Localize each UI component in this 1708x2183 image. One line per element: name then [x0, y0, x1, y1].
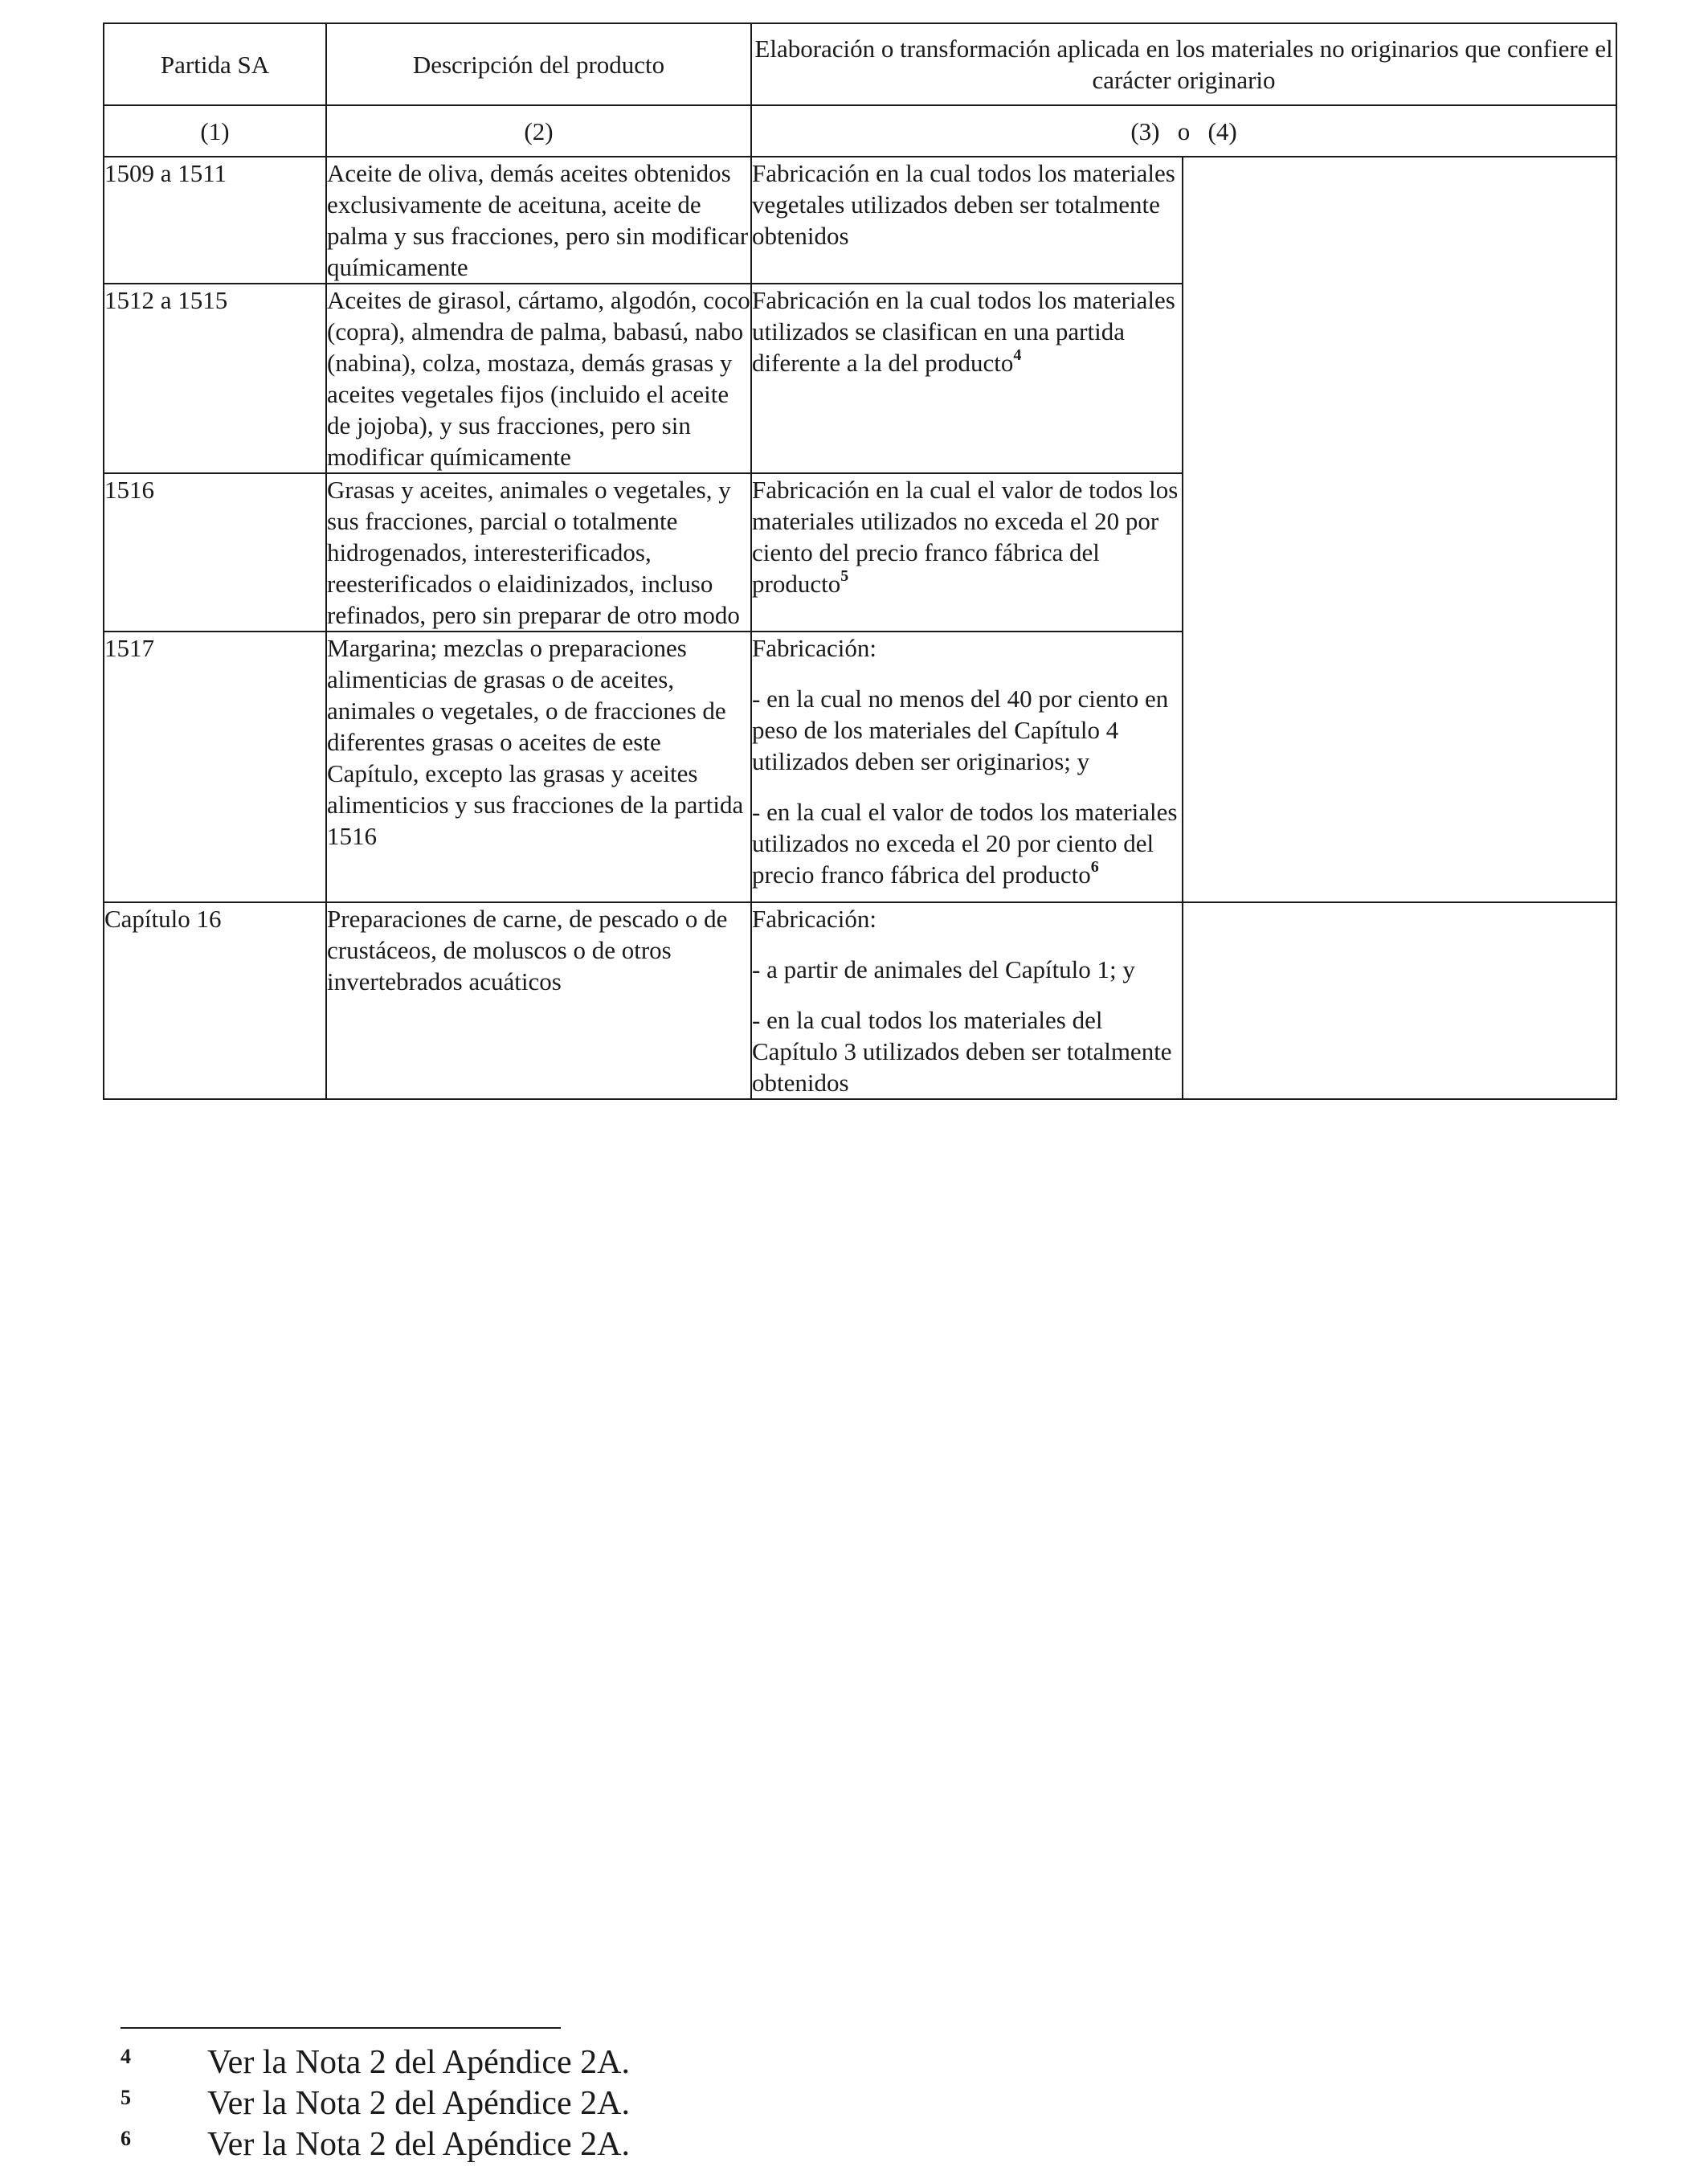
footnote-text: Ver la Nota 2 del Apéndice 2A. [207, 2126, 631, 2163]
rule-paragraph: Fabricación: [752, 634, 876, 662]
table-row [104, 157, 1616, 284]
rule-paragraph: - en la cual no menos del 40 por ciento en peso de los materiales del Capítulo 4 utilizados deben ser originarios; y [752, 685, 1169, 775]
footnote-reference[interactable]: 4 [1013, 346, 1022, 364]
column-number-3: (3) [1130, 117, 1160, 145]
description-cell: Aceites de girasol, cártamo, algodón, coco (copra), almendra de palma, babasú, nabo (nabina), colza, mostaza, demás grasas y aceites vegetales fijos (incluido el aceite de jojoba), y sus fracciones, pero sin modificar químicamente [326, 284, 751, 473]
rule-cell [751, 632, 1183, 902]
hs-code-cell: 1509 a 1511 [104, 157, 326, 284]
rule-text: - en la cual el valor de todos los materiales utilizados no exceda el 20 por ciento del precio franco fábrica del producto [752, 798, 1178, 889]
rule-cell [751, 902, 1183, 1099]
rule-paragraph [752, 284, 1182, 378]
rule-paragraph: - en la cual todos los materiales del Capítulo 3 utilizados deben ser totalmente obtenidos [752, 1006, 1172, 1097]
column-number-2: (2) [326, 105, 751, 157]
footnote-text: Ver la Nota 2 del Apéndice 2A. [207, 2085, 631, 2122]
column-number-separator: o [1177, 117, 1191, 145]
rule-text: Fabricación en la cual todos los materiales utilizados se clasifican en una partida diferente a la del producto [752, 286, 1175, 377]
description-cell: Aceite de oliva, demás aceites obtenidos exclusivamente de aceituna, aceite de palma y sus fracciones, pero sin modificar químicamente [326, 157, 751, 284]
footnote-number: 6 [121, 2127, 131, 2150]
rule-paragraph [752, 796, 1182, 890]
rule-paragraph: Fabricación en la cual todos los materiales vegetales utilizados deben ser totalmente obtenidos [752, 159, 1175, 250]
footnote-number: 5 [121, 2086, 131, 2109]
column-number-row [104, 105, 1616, 157]
hs-code-cell: 1517 [104, 632, 326, 902]
footnote-reference[interactable]: 5 [840, 567, 849, 585]
hs-code-cell: 1516 [104, 473, 326, 632]
footnote-reference[interactable]: 6 [1090, 858, 1099, 876]
rule-paragraph [752, 474, 1182, 599]
header-row [104, 23, 1616, 105]
rule-cell [751, 284, 1183, 473]
column-number-3-4 [751, 105, 1616, 157]
header-description: Descripción del producto [326, 23, 751, 105]
table-row [104, 902, 1616, 1099]
footnote-separator [121, 2027, 561, 2029]
footnote-text: Ver la Nota 2 del Apéndice 2A. [207, 2044, 631, 2081]
hs-code-cell: Capítulo 16 [104, 902, 326, 1099]
rules-table [103, 22, 1617, 1100]
alternative-rule-cell [1183, 902, 1616, 1099]
column-number-4: (4) [1207, 117, 1237, 145]
column-number-1: (1) [104, 105, 326, 157]
footnote-number: 4 [121, 2045, 131, 2068]
rule-cell [751, 473, 1183, 632]
rule-paragraph: Fabricación: [752, 905, 876, 933]
hs-code-cell: 1512 a 1515 [104, 284, 326, 473]
description-cell: Margarina; mezclas o preparaciones alimenticias de grasas o de aceites, animales o vegetales, o de fracciones de diferentes grasas o aceites de este Capítulo, excepto las grasas y aceites alimenticios y sus fracciones de la partida 1516 [326, 632, 751, 902]
rule-paragraph: - a partir de animales del Capítulo 1; y [752, 955, 1135, 983]
header-processing: Elaboración o transformación aplicada en los materiales no originarios que confiere el carácter originario [751, 23, 1616, 105]
header-hs-heading: Partida SA [104, 23, 326, 105]
description-cell: Grasas y aceites, animales o vegetales, y sus fracciones, parcial o totalmente hidrogenados, interesterificados, reesterificados o elaidinizados, incluso refinados, pero sin preparar de otro modo [326, 473, 751, 632]
rule-text: Fabricación en la cual el valor de todos los materiales utilizados no exceda el 20 por ciento del precio franco fábrica del producto [752, 476, 1179, 598]
description-cell: Preparaciones de carne, de pescado o de crustáceos, de moluscos o de otros invertebrados acuáticos [326, 902, 751, 1099]
alternative-rule-cell [1183, 157, 1616, 902]
rule-cell [751, 157, 1183, 284]
